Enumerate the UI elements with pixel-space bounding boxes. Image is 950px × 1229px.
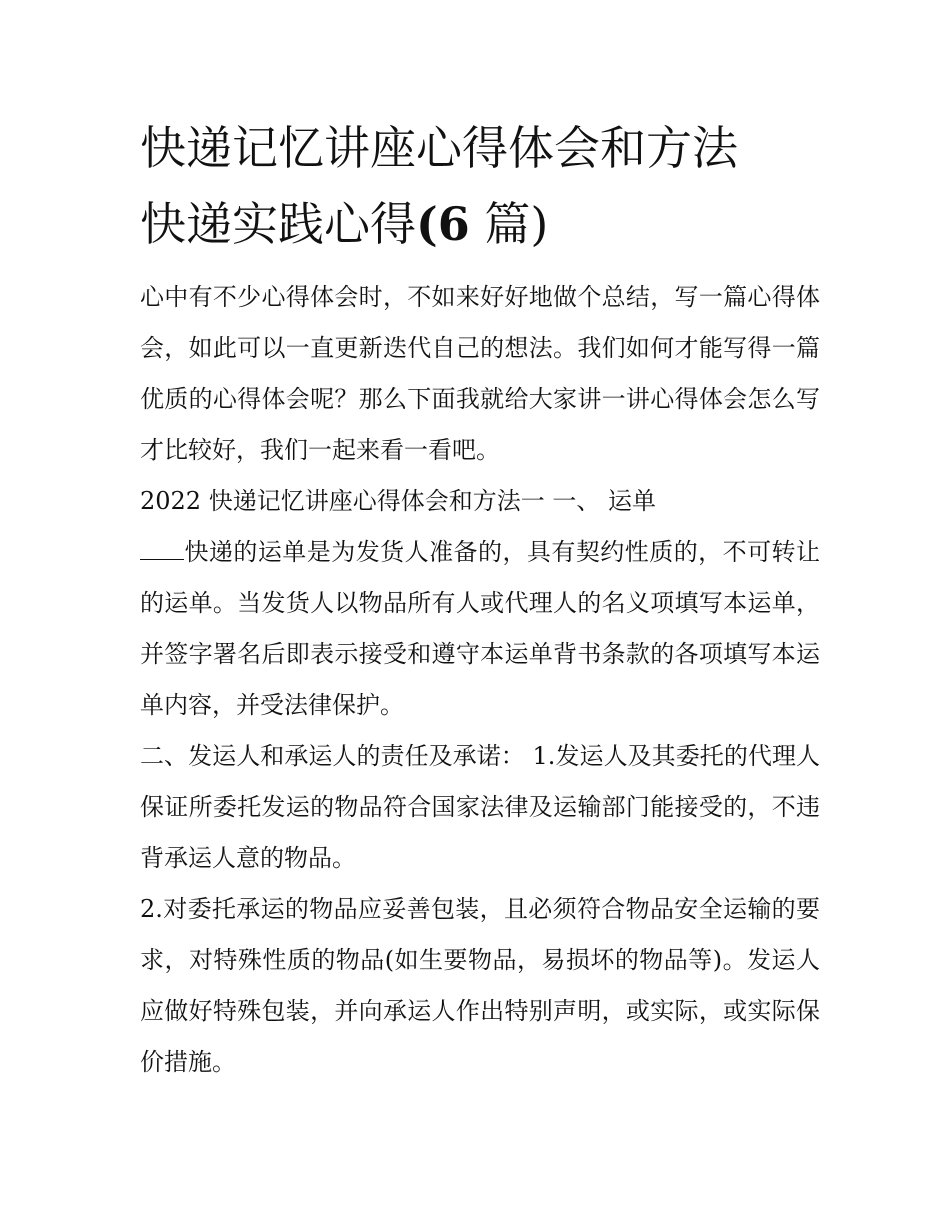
waybill-paragraph bbox=[140, 527, 820, 731]
title-line-2-text: 快递实践心得 bbox=[140, 197, 416, 251]
title-line-1: 快递记忆讲座心得体会和方法 bbox=[140, 121, 738, 175]
document-body bbox=[140, 272, 820, 1088]
packaging-paragraph: 2.对委托承运的物品应妥善包装，且必须符合物品安全运输的要求，对特殊性质的物品(如生要物品，易损坏的物品等)。发运人应做好特殊包装，并向承运人作出特别声明，或实际，或实际保价措施。 bbox=[140, 895, 820, 1076]
section-heading: 2022 快递记忆讲座心得体会和方法一 一、 运单 bbox=[140, 487, 656, 515]
title-line-2 bbox=[140, 186, 820, 262]
responsibility-paragraph: 二、发运人和承运人的责任及承诺： 1.发运人及其委托的代理人保证所委托发运的物品符合国家法律及运输部门能接受的，不违背承运人意的物品。 bbox=[140, 742, 820, 872]
title-paren-open: ( bbox=[416, 197, 438, 251]
title-count-unit: 篇) bbox=[469, 197, 549, 251]
intro-paragraph: 心中有不少心得体会时，不如来好好地做个总结，写一篇心得体会，如此可以一直更新迭代自己的想法。我们如何才能写得一篇优质的心得体会呢？那么下面我就给大家讲一讲心得体会怎么写才比较好，我们一起来看一看吧。 bbox=[140, 283, 820, 464]
document-page bbox=[140, 110, 820, 1088]
document-title bbox=[140, 110, 820, 262]
waybill-text: 快递的运单是为发货人准备的，具有契约性质的，不可转让的运单。当发货人以物品所有人或代理人的名义项填写本运单，并签字署名后即表示接受和遵守本运单背书条款的各项填写本运单内容，并受法律保护。 bbox=[140, 538, 820, 719]
fill-in-blank bbox=[140, 539, 184, 560]
title-count-number: 6 bbox=[437, 197, 470, 251]
